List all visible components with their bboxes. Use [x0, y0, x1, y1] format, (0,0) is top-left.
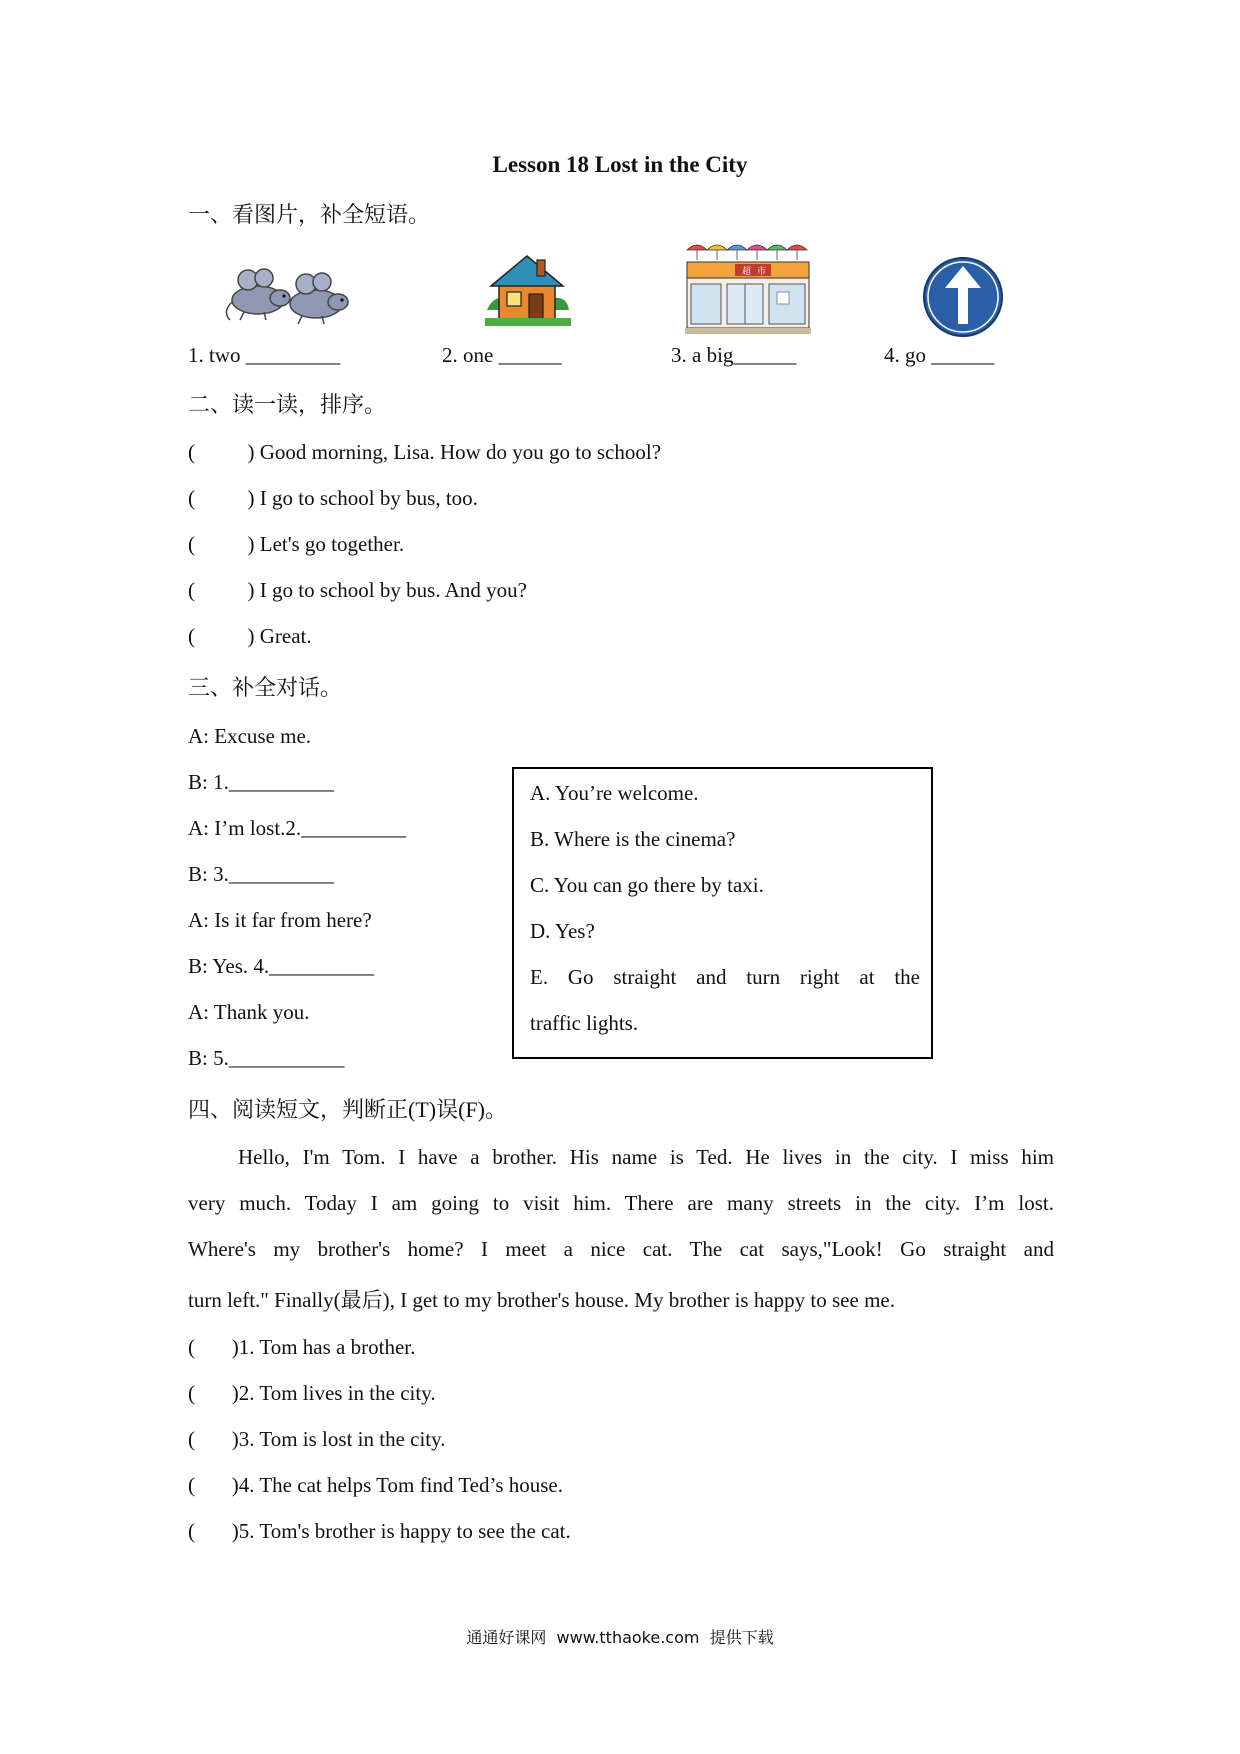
passage-line-4: turn left." Finally(最后), I get to my brother's house. My brother is happy to see me. — [188, 1288, 895, 1312]
footer-credit: 通通好课网 www.tthaoke.com 提供下载 — [466, 1628, 774, 1647]
dialogue-line-5: A: Is it far from here? — [188, 908, 372, 932]
dialogue-line-2: B: 1.__________ — [188, 770, 334, 794]
store-sign-char-2: 市 — [757, 267, 767, 277]
dialogue-line-8: B: 5.___________ — [188, 1046, 345, 1070]
option-c: C. You can go there by taxi. — [530, 873, 764, 897]
judge-item-5: ( )5. Tom's brother is happy to see the cat. — [188, 1519, 571, 1543]
picture-item-3: 3. a big______ — [671, 343, 797, 367]
go-straight-sign-picture — [922, 256, 1004, 338]
judge-item-4: ( )4. The cat helps Tom find Ted’s house. — [188, 1473, 564, 1497]
dialogue-line-7: A: Thank you. — [188, 1000, 310, 1024]
option-e-continued: traffic lights. — [530, 1011, 639, 1035]
house-picture — [483, 248, 573, 328]
umbrella-row-icon — [687, 245, 807, 260]
supermarket-picture — [685, 240, 811, 336]
order-item-4: ( ) I go to school by bus. And you? — [188, 578, 527, 602]
mice-picture — [220, 262, 360, 330]
order-item-2: ( ) I go to school by bus, too. — [188, 486, 478, 510]
order-item-5: ( ) Great. — [188, 624, 312, 648]
option-a: A. You’re welcome. — [530, 781, 699, 805]
section4-heading: 四、阅读短文，判断正(T)误(F)。 — [188, 1097, 507, 1122]
dialogue-line-3: A: I’m lost.2.__________ — [188, 816, 407, 840]
section1-heading: 一、看图片，补全短语。 — [188, 202, 431, 227]
judge-item-1: ( )1. Tom has a brother. — [188, 1335, 416, 1359]
order-item-1: ( ) Good morning, Lisa. How do you go to school? — [188, 440, 662, 464]
section2-heading: 二、读一读，排序。 — [188, 392, 387, 417]
passage-line-3: Where's my brother's home? I meet a nice cat. The cat says,"Look! Go straight and — [188, 1237, 1054, 1261]
option-e: E. Go straight and turn right at the — [530, 965, 920, 989]
dialogue-line-6: B: Yes. 4.__________ — [188, 954, 375, 978]
section3-heading: 三、补全对话。 — [188, 675, 343, 700]
options-box — [512, 767, 933, 1059]
dialogue-line-4: B: 3.__________ — [188, 862, 334, 886]
passage-line-1: Hello, I'm Tom. I have a brother. His name is Ted. He lives in the city. I miss him — [238, 1145, 1054, 1169]
picture-item-4: 4. go ______ — [884, 343, 995, 367]
picture-item-1: 1. two _________ — [188, 343, 341, 367]
judge-item-3: ( )3. Tom is lost in the city. — [188, 1427, 446, 1451]
mouse-left-icon — [226, 269, 290, 320]
store-sign-char-1: 超 — [742, 267, 752, 277]
order-item-3: ( ) Let's go together. — [188, 532, 405, 556]
option-b: B. Where is the cinema? — [530, 827, 736, 851]
option-d: D. Yes? — [530, 919, 595, 943]
mouse-right-icon — [290, 273, 348, 324]
passage-line-2: very much. Today I am going to visit him. There are many streets in the city. I’m lost. — [188, 1191, 1054, 1215]
judge-item-2: ( )2. Tom lives in the city. — [188, 1381, 436, 1405]
dialogue-line-1: A: Excuse me. — [188, 724, 312, 748]
picture-item-2: 2. one ______ — [442, 343, 562, 367]
page-title: Lesson 18 Lost in the City — [492, 152, 748, 177]
